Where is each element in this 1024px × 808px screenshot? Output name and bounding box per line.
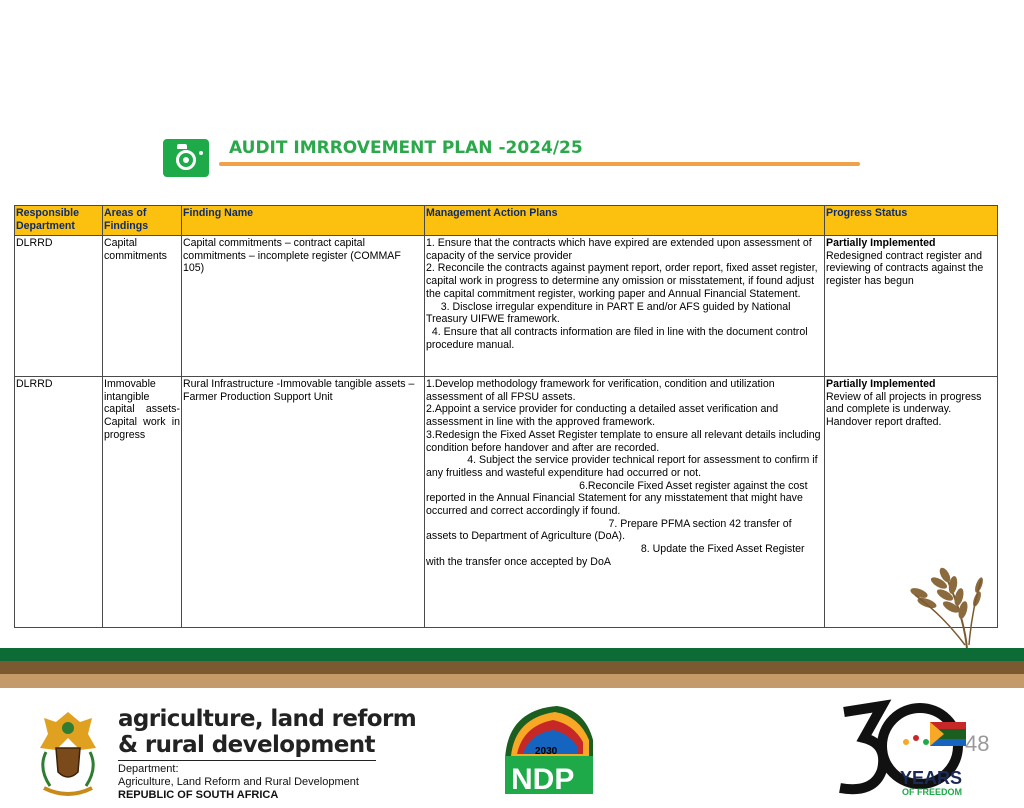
cell-actions: 1. Ensure that the contracts which have expired are extended upon assessment of capacity of the service provider 2. Reconcile the contracts against payment report, order report, fixed asset register, capital work in progress to determine any omission or misstatement, if found adjust the capital commitment register, working paper and Annual Financial Statement. 3. Disclose irregular expenditure in PART E and/or AFS guided by National Treasury UIFWE framework. 4. Ensure that all contracts information are filed in line with the document control procedure manual.: [425, 236, 825, 377]
cell-department: DLRRD: [15, 377, 103, 628]
ndp-2030-logo: [497, 700, 597, 795]
header-progress-status: Progress Status: [825, 206, 998, 236]
department-name-line2: & rural development: [118, 732, 375, 758]
status-detail: Review of all projects in progress and complete is underway. Handover report drafted.: [826, 390, 982, 429]
cell-finding: Capital commitments – contract capital commitments – incomplete register (COMMAF 105): [182, 236, 425, 377]
30-years-of-freedom-logo: [830, 698, 970, 798]
audit-plan-table: [14, 205, 998, 628]
years-text: YEARS: [900, 768, 963, 788]
footer-stripe-green: [0, 648, 1024, 661]
department-label: Department:: [118, 763, 179, 775]
page-title: AUDIT IMRROVEMENT PLAN -2024/25: [229, 138, 583, 158]
cell-area: Immovable intangible capital assets-Capital work in progress: [103, 377, 182, 628]
status-title: Partially Implemented: [826, 378, 936, 390]
footer-stripe-tan: [0, 674, 1024, 688]
page-number: 48: [965, 731, 990, 756]
cell-department: DLRRD: [15, 236, 103, 377]
department-name-line1: agriculture, land reform: [118, 706, 417, 732]
ndp-text: NDP: [511, 763, 575, 795]
header-responsible-department: Responsible Department: [15, 206, 103, 236]
wheat-icon: [905, 555, 990, 650]
table-header-row: [15, 206, 998, 236]
department-full-name: Agriculture, Land Reform and Rural Development: [118, 776, 359, 788]
cell-actions: 1.Develop methodology framework for verification, condition and utilization assessment of all FPSU assets. 2.Appoint a service provider for conducting a detailed asset verification and assessment in line with the approved framework. 3.Redesign the Fixed Asset Register template to ensure all relevant details including condition before handover and after are recorded. 4. Subject the service provider technical report for assessment to confirm if any fruitless and wasteful expenditure had occurred or not. 6.Reconcile Fixed Asset register against the cost reported in the Annual Financial Statement for any misstatement that might have occurred and correct accordingly if found. 7. Prepare PFMA section 42 transfer of assets to Department of Agriculture (DoA). 8. Update the Fixed Asset Register with the transfer once accepted by DoA: [425, 377, 825, 628]
ndp-year: 2030: [535, 746, 558, 757]
coat-of-arms-icon: [34, 708, 102, 800]
status-title: Partially Implemented: [826, 237, 936, 249]
department-divider: [118, 760, 376, 761]
footer-stripe-brown: [0, 661, 1024, 674]
freedom-text: OF FREEDOM: [902, 787, 962, 797]
table-row: [15, 377, 998, 628]
cell-status: [825, 236, 998, 377]
country-name: REPUBLIC OF SOUTH AFRICA: [118, 789, 279, 801]
header-finding-name: Finding Name: [182, 206, 425, 236]
header-areas-of-findings: Areas of Findings: [103, 206, 182, 236]
title-underline: [219, 162, 860, 166]
camera-icon: [163, 139, 209, 177]
header-management-action-plans: Management Action Plans: [425, 206, 825, 236]
table-row: [15, 236, 998, 377]
cell-area: Capital commitments: [103, 236, 182, 377]
status-detail: Redesigned contract register and reviewing of contracts against the register has begun: [826, 249, 984, 288]
cell-finding: Rural Infrastructure -Immovable tangible assets – Farmer Production Support Unit: [182, 377, 425, 628]
